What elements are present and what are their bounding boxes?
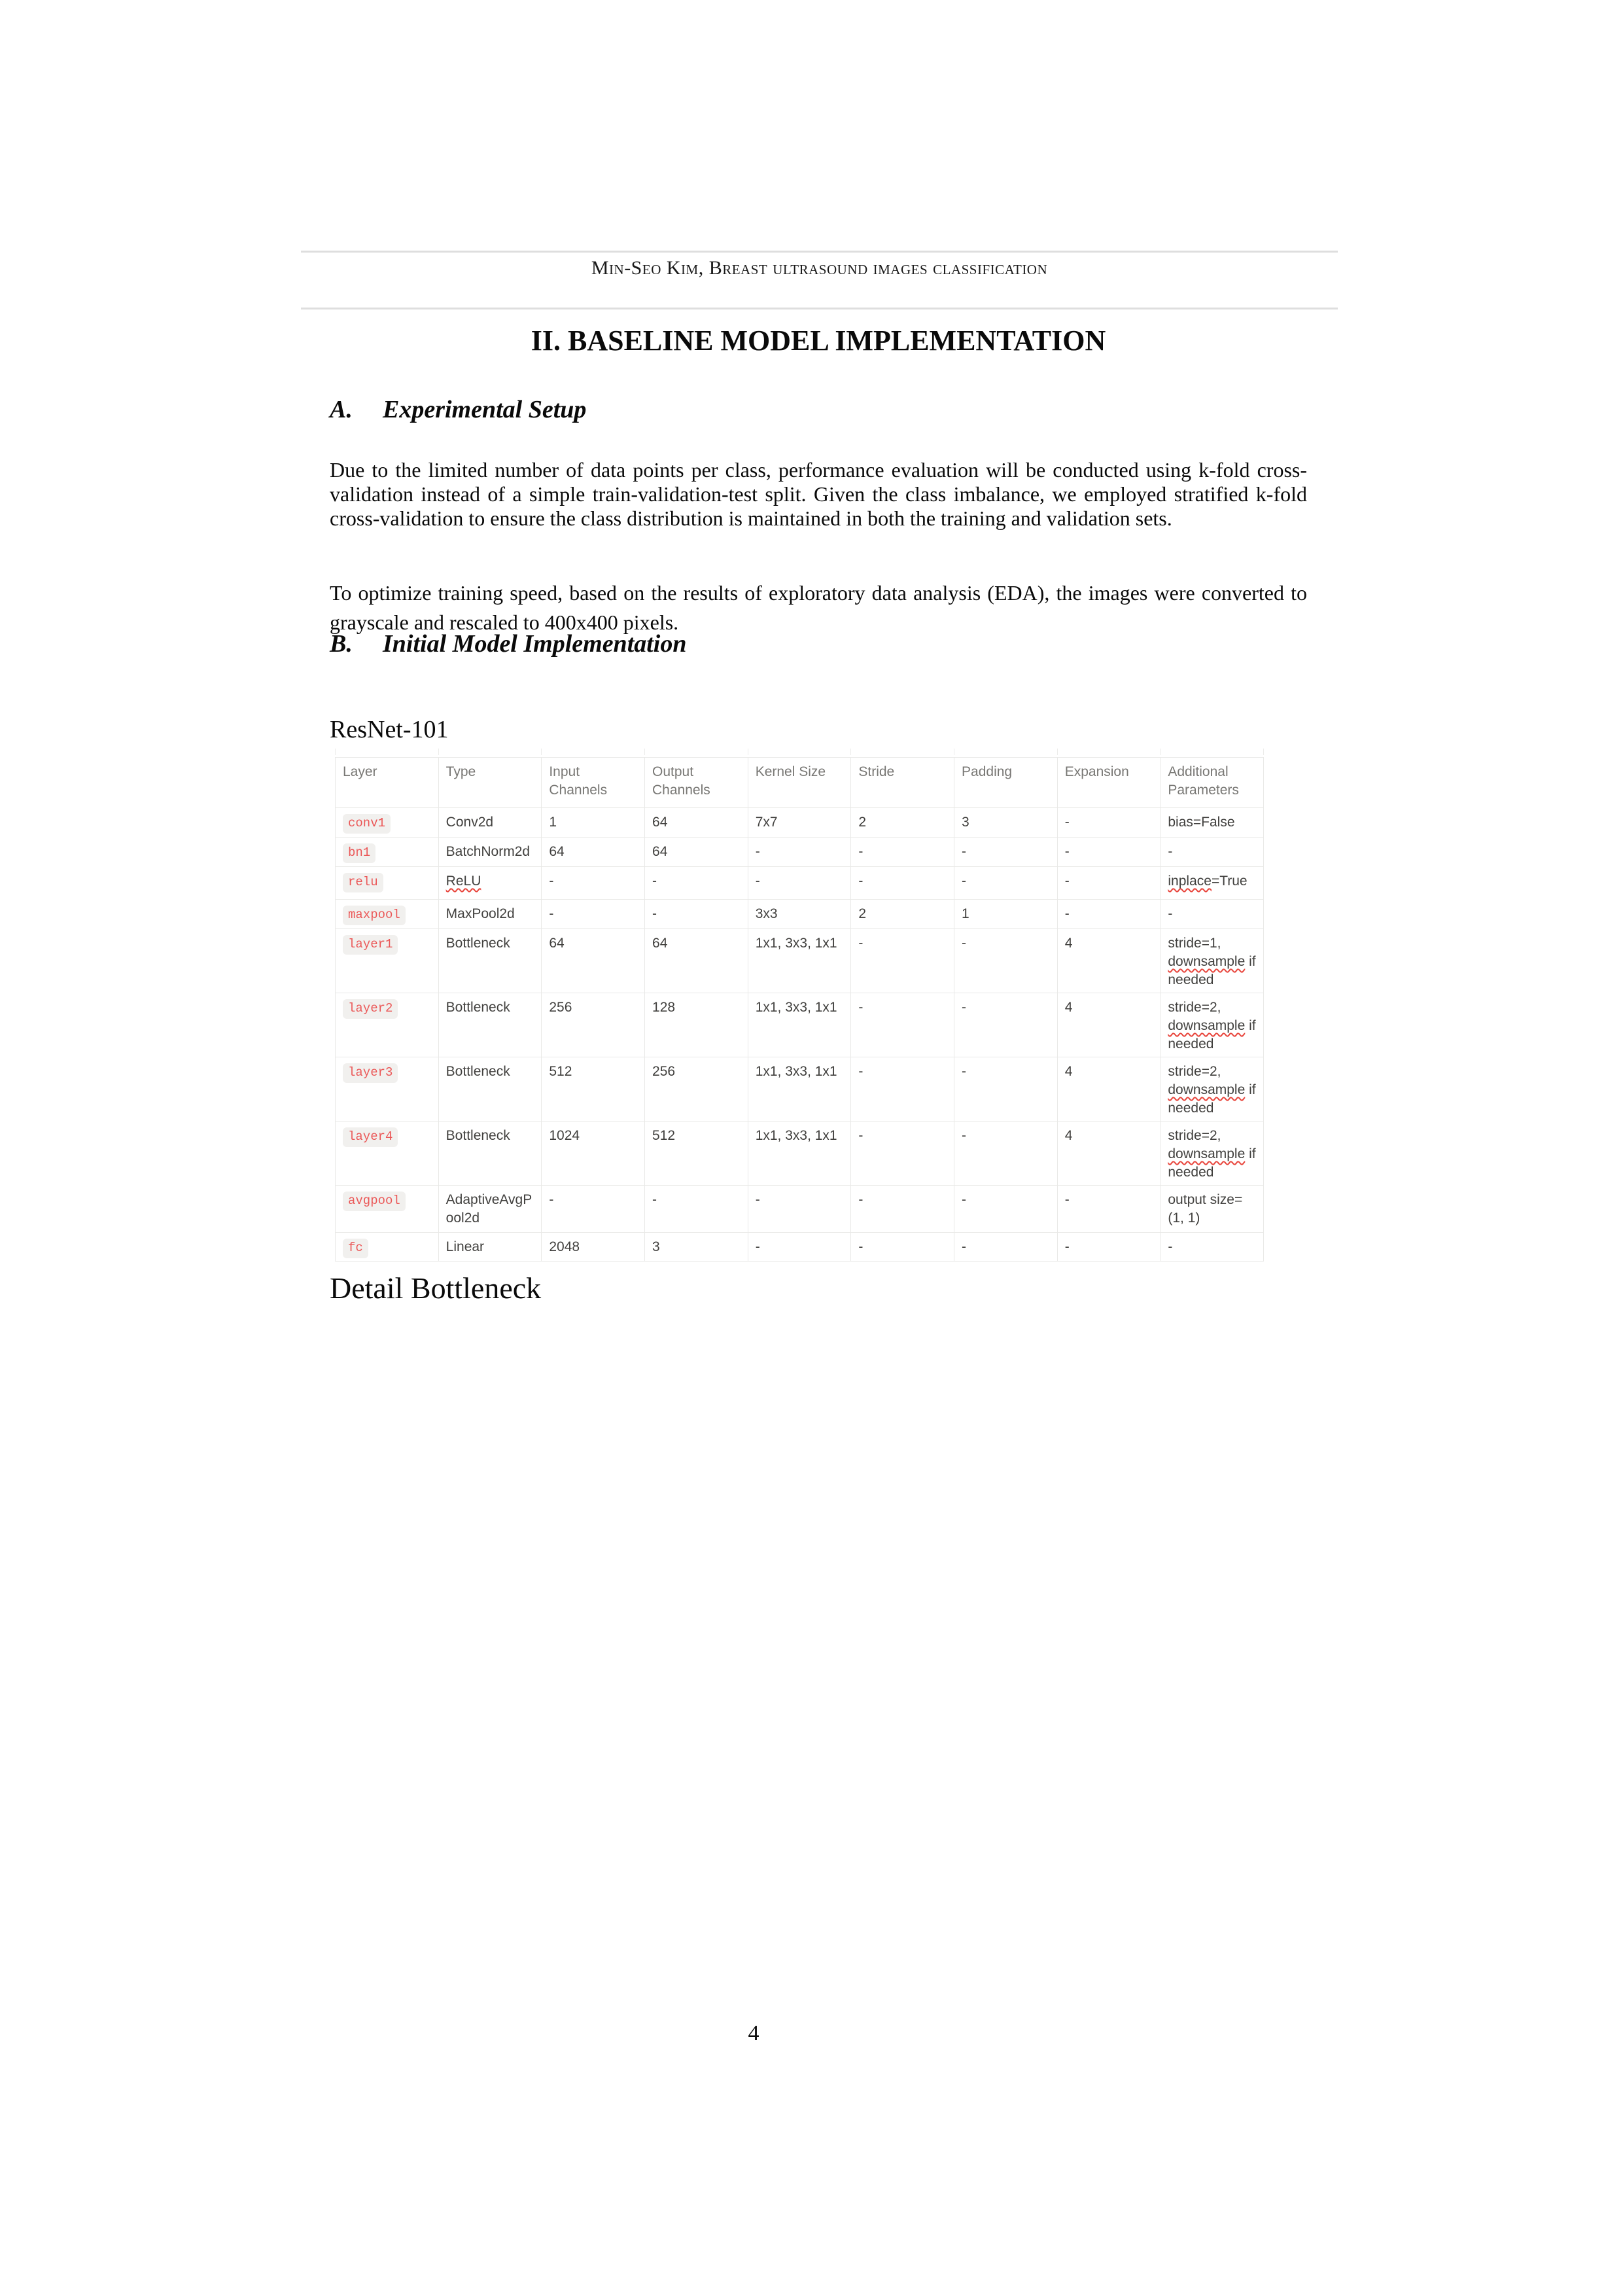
cell-layer <box>336 900 439 929</box>
cell-kernel-size: - <box>748 867 852 900</box>
cell-padding: - <box>954 1057 1058 1122</box>
cell-output-channels: 256 <box>645 1057 748 1122</box>
cell-output-channels: 3 <box>645 1233 748 1262</box>
cell-expansion: - <box>1058 900 1161 929</box>
layer-code-chip: conv1 <box>343 814 391 834</box>
cell-type: MaxPool2d <box>439 900 542 929</box>
table-header-row <box>336 758 1264 808</box>
section-title: II. BASELINE MODEL IMPLEMENTATION <box>531 325 1106 357</box>
cell-padding: - <box>954 838 1058 867</box>
column-header-layer: Layer <box>336 758 439 808</box>
table-top-ticks <box>335 749 1264 755</box>
layer-code-chip: layer4 <box>343 1127 398 1147</box>
cell-input-channels: - <box>542 1186 645 1233</box>
layer-code-chip: maxpool <box>343 906 406 925</box>
table-row-layer2 <box>336 993 1264 1057</box>
column-header-stride: Stride <box>851 758 954 808</box>
cell-type: Bottleneck <box>439 929 542 993</box>
cell-expansion: 4 <box>1058 1122 1161 1186</box>
column-header-expansion: Expansion <box>1058 758 1161 808</box>
cell-stride: - <box>851 1122 954 1186</box>
cell-kernel-size: 1x1, 3x3, 1x1 <box>748 993 852 1057</box>
table-row-layer1 <box>336 929 1264 993</box>
cell-type: Bottleneck <box>439 993 542 1057</box>
column-header-kernel-size: Kernel Size <box>748 758 852 808</box>
cell-layer <box>336 867 439 900</box>
cell-input-channels: 512 <box>542 1057 645 1122</box>
cell-input-channels: - <box>542 867 645 900</box>
spellcheck-squiggle: ReLU <box>445 874 481 889</box>
cell-layer <box>336 1233 439 1262</box>
cell-input-channels: 1 <box>542 808 645 838</box>
column-header-output-channels: Output Channels <box>645 758 748 808</box>
subsection-b-label: B. <box>330 630 353 658</box>
column-divider-tick <box>1058 749 1161 755</box>
table-row-fc <box>336 1233 1264 1262</box>
cell-kernel-size: - <box>748 838 852 867</box>
cell-output-channels: - <box>645 867 748 900</box>
cell-padding: - <box>954 867 1058 900</box>
layer-code-chip: layer3 <box>343 1063 398 1083</box>
cell-expansion: - <box>1058 838 1161 867</box>
column-header-input-channels: Input Channels <box>542 758 645 808</box>
cell-type <box>439 867 542 900</box>
cell-additional-parameters: - <box>1161 900 1264 929</box>
cell-output-channels: 512 <box>645 1122 748 1186</box>
cell-input-channels: 2048 <box>542 1233 645 1262</box>
detail-bottleneck-heading: Detail Bottleneck <box>330 1271 542 1305</box>
cell-padding: - <box>954 929 1058 993</box>
column-divider-tick <box>851 749 954 755</box>
cell-expansion: - <box>1058 1186 1161 1233</box>
spellcheck-squiggle: downsample <box>1168 954 1246 969</box>
cell-stride: - <box>851 929 954 993</box>
cell-additional-parameters: stride=1, downsample if needed <box>1161 929 1264 993</box>
cell-layer <box>336 808 439 838</box>
cell-padding: 1 <box>954 900 1058 929</box>
subsection-b-heading <box>330 629 687 658</box>
cell-input-channels: 64 <box>542 838 645 867</box>
cell-additional-parameters: output size=(1, 1) <box>1161 1186 1264 1233</box>
table-row-layer3 <box>336 1057 1264 1122</box>
cell-input-channels: 256 <box>542 993 645 1057</box>
subsection-a-label: A. <box>330 396 353 423</box>
cell-kernel-size: 1x1, 3x3, 1x1 <box>748 929 852 993</box>
cell-output-channels: 64 <box>645 929 748 993</box>
cell-stride: - <box>851 1186 954 1233</box>
cell-padding: - <box>954 1233 1058 1262</box>
running-header: Min-Seo Kim, Breast ultrasound images classification <box>591 257 1048 279</box>
header-rule-bottom <box>301 308 1338 309</box>
layer-code-chip: bn1 <box>343 843 375 863</box>
cell-expansion: 4 <box>1058 993 1161 1057</box>
table-row-avgpool <box>336 1186 1264 1233</box>
column-divider-tick <box>542 749 645 755</box>
column-divider-tick <box>954 749 1058 755</box>
table-body <box>336 808 1264 1262</box>
cell-additional-parameters: inplace=True <box>1161 867 1264 900</box>
cell-padding: - <box>954 993 1058 1057</box>
table-row-layer4 <box>336 1122 1264 1186</box>
cell-kernel-size: 3x3 <box>748 900 852 929</box>
cell-expansion: - <box>1058 867 1161 900</box>
layer-code-chip: avgpool <box>343 1192 406 1211</box>
layer-code-chip: relu <box>343 873 383 892</box>
cell-layer <box>336 1122 439 1186</box>
table-row-maxpool <box>336 900 1264 929</box>
cell-type: BatchNorm2d <box>439 838 542 867</box>
cell-output-channels: 128 <box>645 993 748 1057</box>
table-row-bn1 <box>336 838 1264 867</box>
column-header-additional-parameters: Additional Parameters <box>1161 758 1264 808</box>
column-header-padding: Padding <box>954 758 1058 808</box>
cell-layer <box>336 929 439 993</box>
cell-stride: 2 <box>851 808 954 838</box>
cell-output-channels: 64 <box>645 808 748 838</box>
subsection-a-heading <box>330 395 586 424</box>
cell-input-channels: - <box>542 900 645 929</box>
cell-padding: 3 <box>954 808 1058 838</box>
header-rule-top <box>301 251 1338 253</box>
cell-output-channels: - <box>645 1186 748 1233</box>
cell-stride: - <box>851 1057 954 1122</box>
cell-layer <box>336 1186 439 1233</box>
cell-additional-parameters: stride=2, downsample if needed <box>1161 1057 1264 1122</box>
cell-type: Conv2d <box>439 808 542 838</box>
resnet-table-caption: ResNet-101 <box>330 716 449 743</box>
cell-additional-parameters: - <box>1161 1233 1264 1262</box>
cell-padding: - <box>954 1122 1058 1186</box>
cell-stride: - <box>851 867 954 900</box>
cell-stride: - <box>851 993 954 1057</box>
cell-kernel-size: - <box>748 1186 852 1233</box>
cell-kernel-size: 1x1, 3x3, 1x1 <box>748 1122 852 1186</box>
cell-layer <box>336 838 439 867</box>
cell-output-channels: 64 <box>645 838 748 867</box>
cell-layer <box>336 993 439 1057</box>
cell-additional-parameters: stride=2, downsample if needed <box>1161 1122 1264 1186</box>
column-divider-tick <box>335 749 439 755</box>
cell-expansion: 4 <box>1058 1057 1161 1122</box>
layer-code-chip: layer2 <box>343 999 398 1019</box>
cell-type: AdaptiveAvgPool2d <box>439 1186 542 1233</box>
cell-layer <box>336 1057 439 1122</box>
spellcheck-squiggle: downsample <box>1168 1018 1246 1033</box>
cell-kernel-size: 1x1, 3x3, 1x1 <box>748 1057 852 1122</box>
table-row-conv1 <box>336 808 1264 838</box>
cell-expansion: - <box>1058 1233 1161 1262</box>
column-divider-tick <box>1161 749 1264 755</box>
table-row-relu <box>336 867 1264 900</box>
subsection-b-title: Initial Model Implementation <box>383 630 687 658</box>
table-grid <box>335 757 1264 1262</box>
cell-expansion: 4 <box>1058 929 1161 993</box>
cell-input-channels: 1024 <box>542 1122 645 1186</box>
cell-kernel-size: - <box>748 1233 852 1262</box>
column-header-type: Type <box>439 758 542 808</box>
cell-padding: - <box>954 1186 1058 1233</box>
cell-type: Bottleneck <box>439 1122 542 1186</box>
paragraph-preprocessing: To optimize training speed, based on the results of exploratory data analysis (EDA), the images were converted to grayscale and rescaled to 400x400 pixels. <box>330 581 1307 634</box>
cell-type: Linear <box>439 1233 542 1262</box>
subsection-a-title: Experimental Setup <box>383 396 587 423</box>
cell-additional-parameters: stride=2, downsample if needed <box>1161 993 1264 1057</box>
resnet-architecture-table <box>335 749 1264 1262</box>
paragraph-cross-validation: Due to the limited number of data points per class, performance evaluation will be conducted using k-fold cross-validation instead of a simple train-validation-test split. Given the class imbalance, we employed stratified k-fold cross-validation to ensure the class distribution is maintained in both the training and validation sets. <box>330 458 1307 530</box>
spellcheck-squiggle: inplace <box>1168 874 1212 889</box>
cell-output-channels: - <box>645 900 748 929</box>
page-number: 4 <box>748 2021 759 2045</box>
cell-stride: - <box>851 1233 954 1262</box>
cell-stride: - <box>851 838 954 867</box>
cell-type: Bottleneck <box>439 1057 542 1122</box>
cell-stride: 2 <box>851 900 954 929</box>
spellcheck-squiggle: downsample <box>1168 1082 1246 1097</box>
cell-expansion: - <box>1058 808 1161 838</box>
spellcheck-squiggle: downsample <box>1168 1146 1246 1161</box>
column-divider-tick <box>645 749 748 755</box>
cell-additional-parameters: bias=False <box>1161 808 1264 838</box>
cell-kernel-size: 7x7 <box>748 808 852 838</box>
layer-code-chip: fc <box>343 1239 368 1258</box>
column-divider-tick <box>439 749 542 755</box>
column-divider-tick <box>748 749 852 755</box>
cell-additional-parameters: - <box>1161 838 1264 867</box>
layer-code-chip: layer1 <box>343 935 398 955</box>
cell-input-channels: 64 <box>542 929 645 993</box>
